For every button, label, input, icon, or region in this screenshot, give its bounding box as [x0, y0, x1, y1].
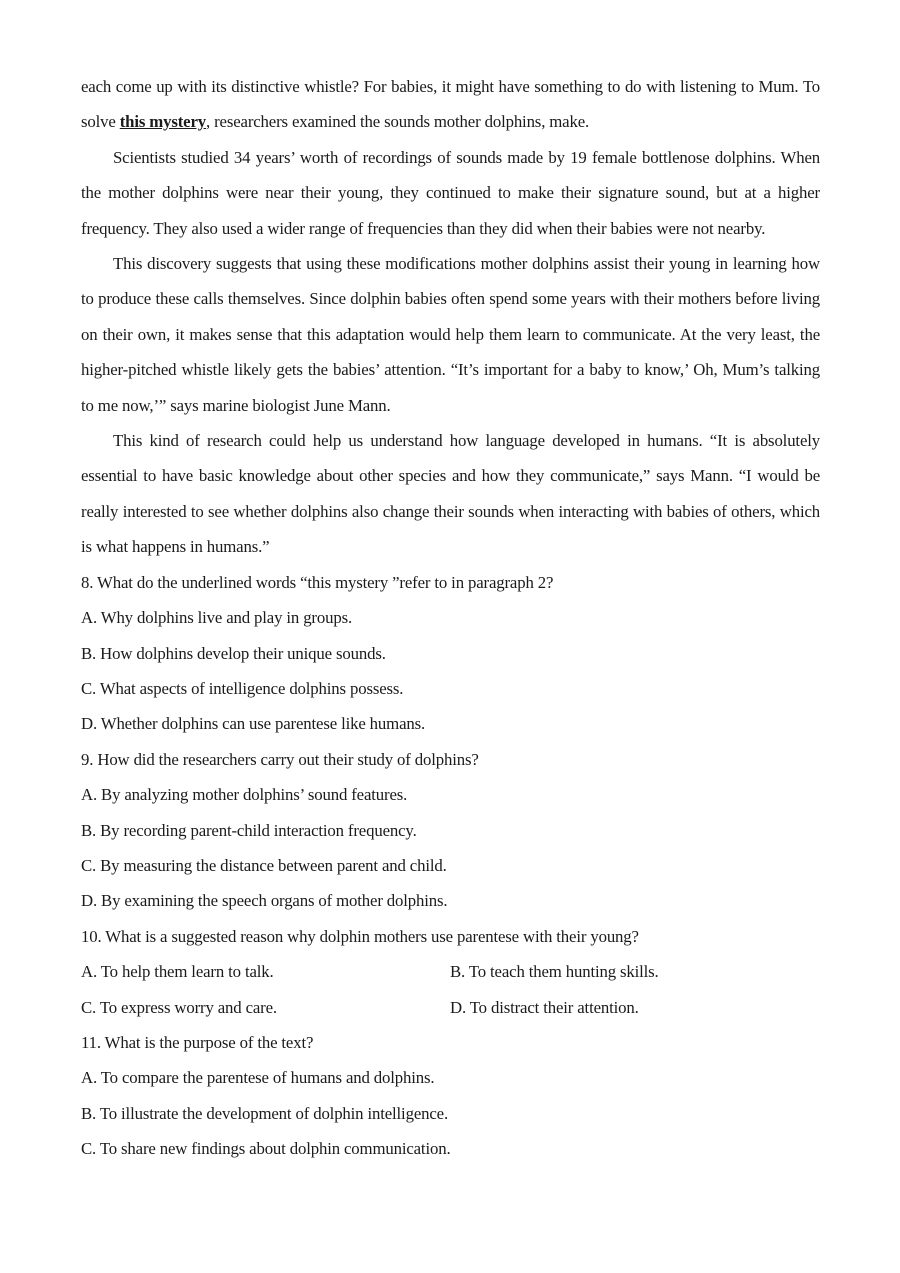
question-8-stem — [81, 565, 820, 600]
question-number: 8. — [81, 572, 94, 592]
question-10-option-c: C. To express worry and care. — [81, 997, 277, 1017]
question-9-option-d: D. By examining the speech organs of mother dolphins. — [81, 891, 448, 911]
question-11-option-a: A. To compare the parentese of humans and dolphins. — [81, 1068, 435, 1088]
question-8-option-b: B. How dolphins develop their unique sounds. — [81, 643, 386, 663]
question-text: How did the researchers carry out their study of dolphins? — [97, 749, 479, 769]
question-11-option-b: B. To illustrate the development of dolphin intelligence. — [81, 1103, 448, 1123]
question-text: What do the underlined words “this mystery ”refer to in paragraph 2? — [97, 572, 554, 592]
question-11-stem — [81, 1025, 820, 1060]
question-9-option-a: A. By analyzing mother dolphins’ sound features. — [81, 785, 408, 805]
question-8 — [81, 565, 820, 742]
question-10-option-b: B. To teach them hunting skills. — [450, 962, 659, 982]
passage-paragraph-2: Scientists studied 34 years’ worth of recordings of sounds made by 19 female bottlenose dolphins. When the mother dolphins were near their young, they continued to make their signature sound, but at a higher frequency. They also used a wider range of frequencies than they did when their babies were not nearby. — [81, 147, 820, 238]
passage-text: each come up with its distinctive whistle? For babies, it might have something to do with listening to Mum. To solve — [81, 77, 820, 132]
question-number: 11. — [81, 1032, 101, 1052]
question-text: What is the purpose of the text? — [104, 1032, 314, 1052]
question-9 — [81, 742, 820, 919]
question-10-stem — [81, 919, 820, 954]
question-9-option-b: B. By recording parent-child interaction frequency. — [81, 820, 417, 840]
passage-text: , researchers examined the sounds mother dolphins, make. — [206, 112, 590, 132]
question-10 — [81, 919, 820, 1025]
passage-paragraph-4: This kind of research could help us understand how language developed in humans. “It is absolutely essential to have basic knowledge about other species and how they communicate,” says Mann. “I would be really interested to see whether dolphins also change their sounds when interacting with babies of others, which is what happens in humans.” — [81, 431, 820, 557]
question-10-option-a: A. To help them learn to talk. — [81, 962, 274, 982]
question-8-option-a: A. Why dolphins live and play in groups. — [81, 608, 353, 628]
question-number: 9. — [81, 749, 94, 769]
question-11-option-c: C. To share new findings about dolphin communication. — [81, 1139, 451, 1159]
question-text: What is a suggested reason why dolphin mothers use parentese with their young? — [105, 926, 639, 946]
passage-paragraph-3: This discovery suggests that using these modifications mother dolphins assist their young in learning how to produce these calls themselves. Since dolphin babies often spend some years with their mothers before living on their own, it makes sense that this adaptation would help them learn to communicate. At the very least, the higher-pitched whistle likely gets the babies’ attention. “It’s important for a baby to know,’ Oh, Mum’s talking to me now,’” says marine biologist June Mann. — [81, 254, 820, 415]
question-9-option-c: C. By measuring the distance between parent and child. — [81, 855, 447, 875]
question-8-option-d: D. Whether dolphins can use parentese like humans. — [81, 714, 426, 734]
passage-paragraph-1 — [81, 69, 820, 140]
question-10-option-d: D. To distract their attention. — [450, 997, 639, 1017]
question-number: 10. — [81, 926, 102, 946]
question-11 — [81, 1025, 820, 1167]
question-8-option-c: C. What aspects of intelligence dolphins possess. — [81, 678, 404, 698]
underlined-phrase: this mystery — [119, 112, 207, 132]
question-9-stem — [81, 742, 820, 777]
question-10-options — [81, 954, 820, 1025]
